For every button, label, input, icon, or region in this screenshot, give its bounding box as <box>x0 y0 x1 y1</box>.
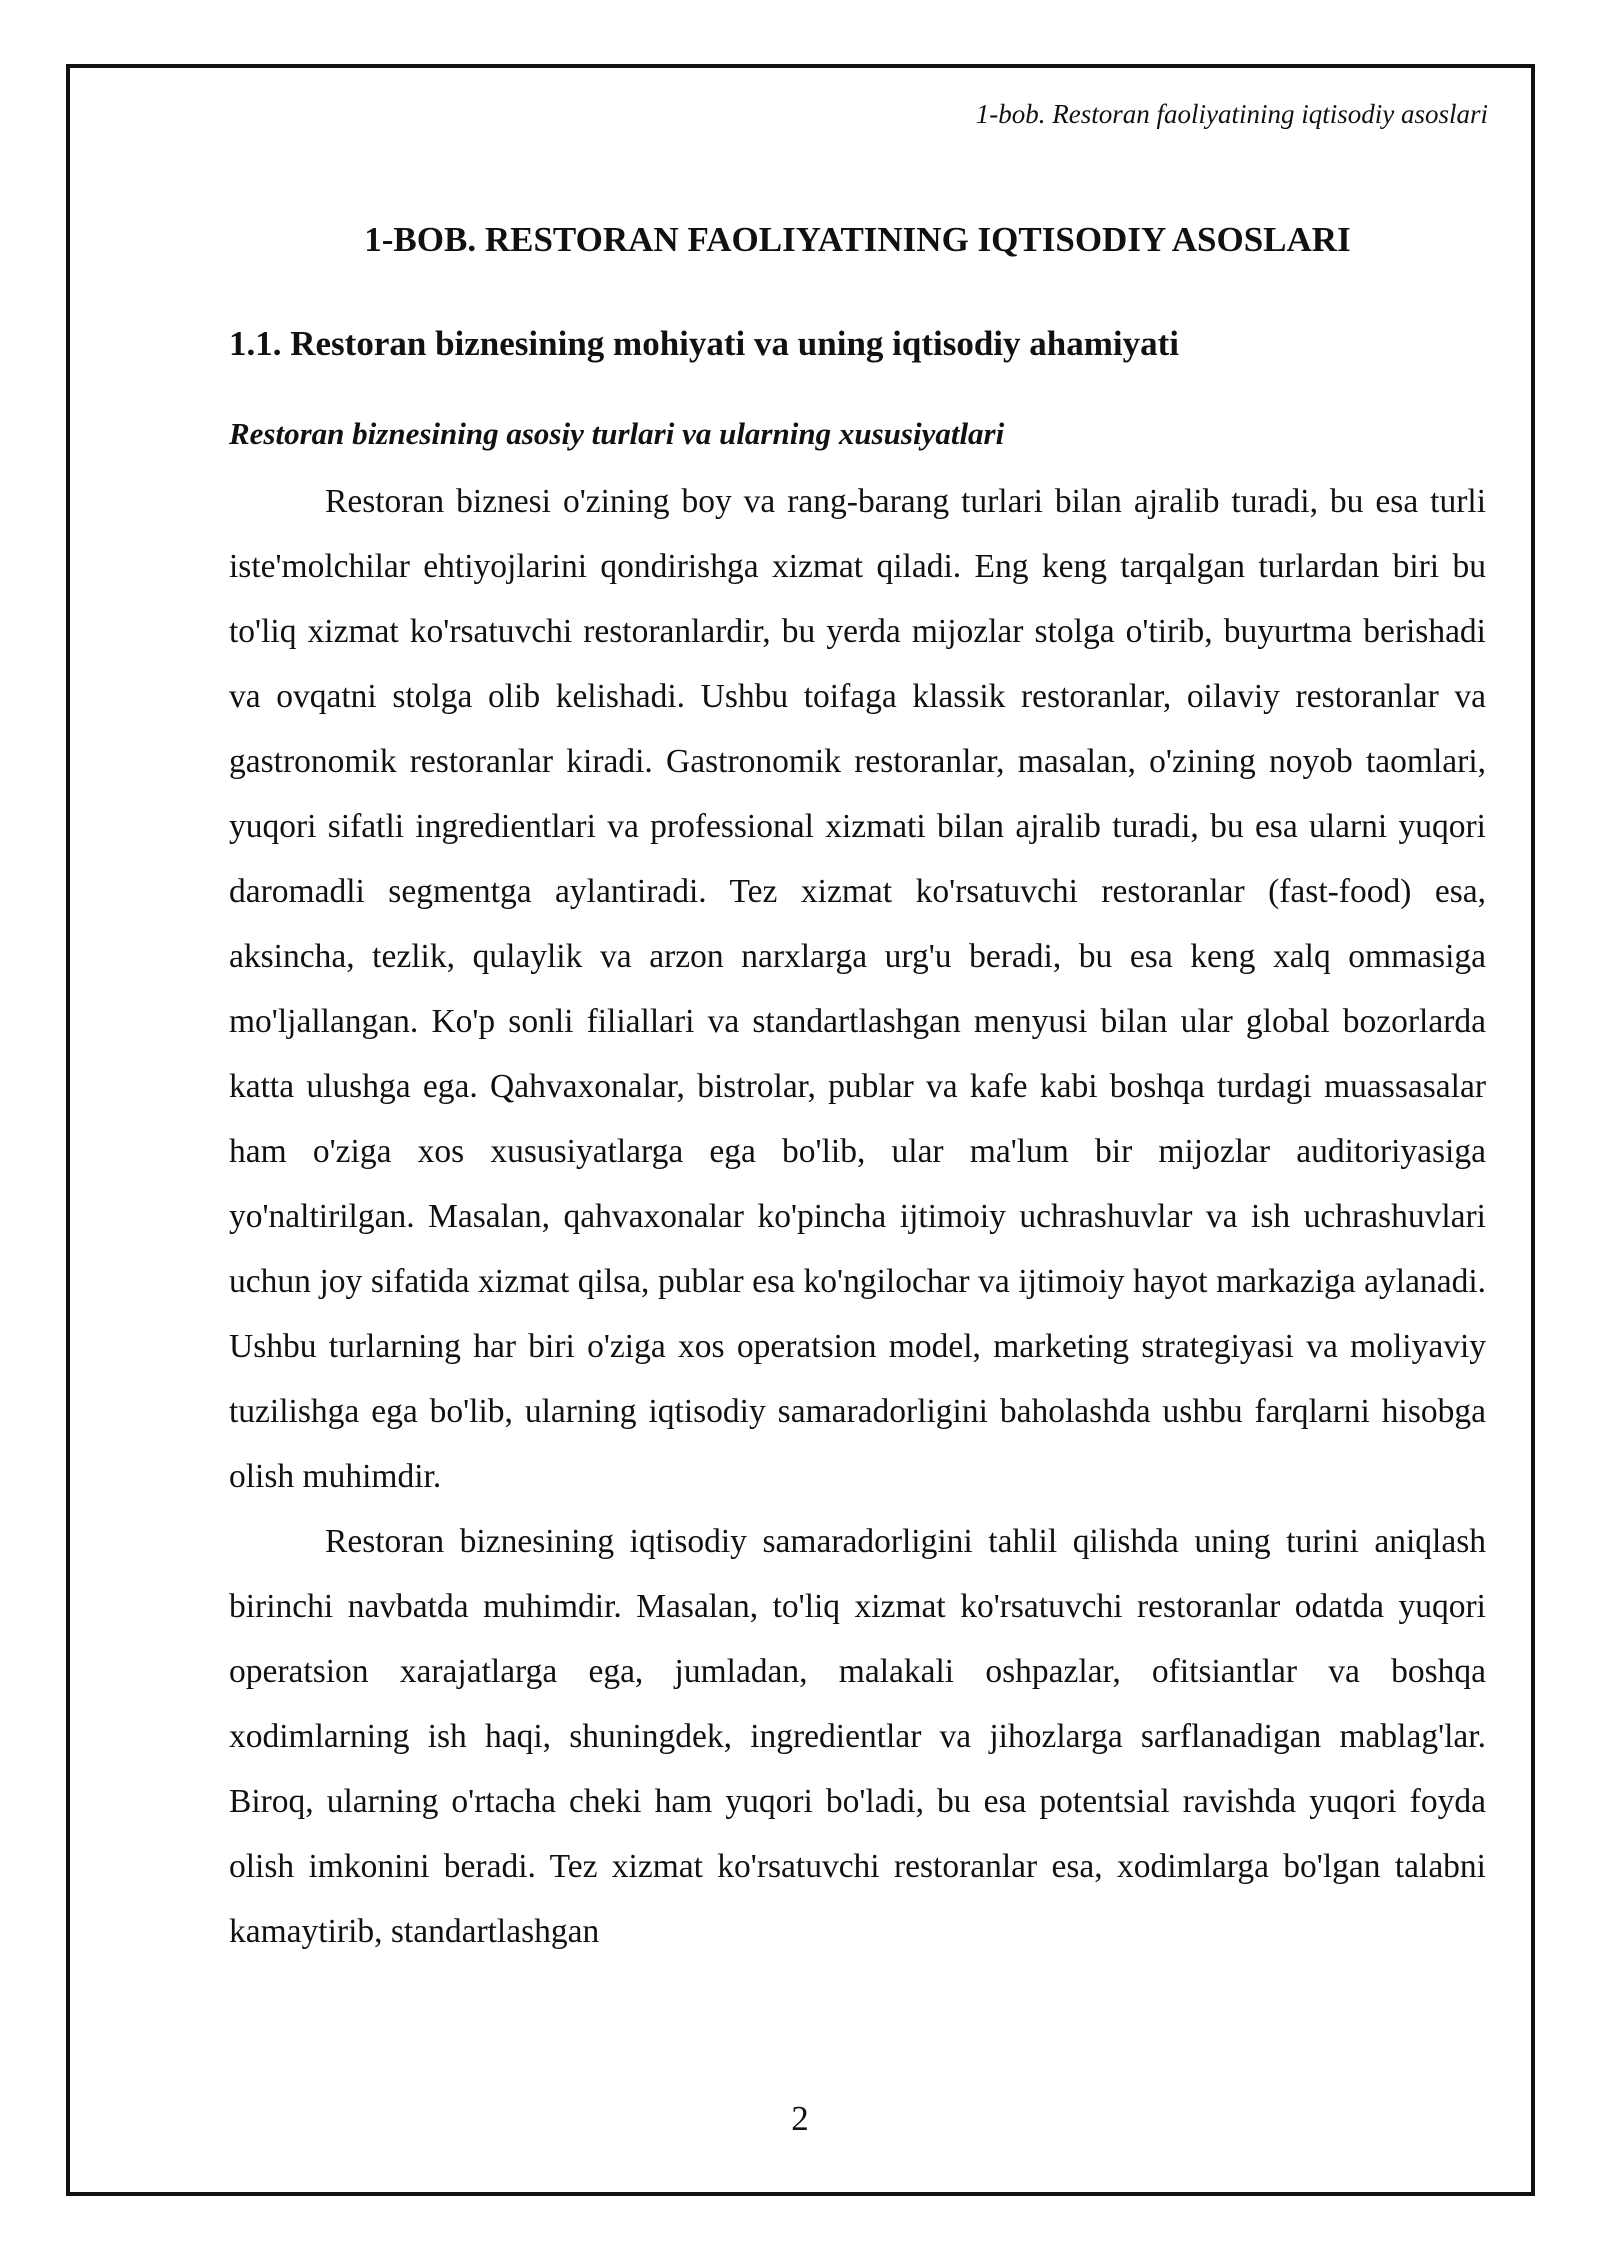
section-title: 1.1. Restoran biznesining mohiyati va uning iqtisodiy ahamiyati <box>229 324 1180 363</box>
body-paragraph: Restoran biznesi o'zining boy va rang-barang turlari bilan ajralib turadi, bu esa turli iste'molchilar ehtiyojlarini qondirishga xizmat qiladi. Eng keng tarqalgan turlardan biri bu to'liq xizmat ko'rsatuvchi restoranlardir, bu yerda mijozlar stolga o'tirib, buyurtma berishadi va ovqatni stolga olib kelishadi. Ushbu toifaga klassik restoranlar, oilaviy restoranlar va gastronomik restoranlar kiradi. Gastronomik restoranlar, masalan, o'zining noyob taomlari, yuqori sifatli ingredientlari va professional xizmati bilan ajralib turadi, bu esa ularni yuqori daromadli segmentga aylantiradi. Tez xizmat ko'rsatuvchi restoranlar (fast-food) esa, aksincha, tezlik, qulaylik va arzon narxlarga urg'u beradi, bu esa keng xalq ommasiga mo'ljallangan. Ko'p sonli filiallari va standartlashgan menyusi bilan ular global bozorlarda katta ulushga ega. Qahvaxonalar, bistrolar, publar va kafe kabi boshqa turdagi muassasalar ham o'ziga xos xususiyatlarga ega bo'lib, ular ma'lum bir mijozlar auditoriyasiga yo'naltirilgan. Masalan, qahvaxonalar ko'pincha ijtimoiy uchrashuvlar va ish uchrashuvlari uchun joy sifatida xizmat qilsa, publar esa ko'ngilochar va ijtimoiy hayot markaziga aylanadi. Ushbu turlarning har biri o'ziga xos operatsion model, marketing strategiyasi va moliyaviy tuzilishga ega bo'lib, ularning iqtisodiy samaradorligini baholashda ushbu farqlarni hisobga olish muhimdir. <box>229 483 1486 1495</box>
running-header: 1-bob. Restoran faoliyatining iqtisodiy asoslari <box>975 99 1488 129</box>
document-body <box>229 210 1486 1964</box>
page-number: 2 <box>791 2099 809 2138</box>
chapter-title: 1-BOB. RESTORAN FAOLIYATINING IQTISODIY ASOSLARI <box>364 220 1351 259</box>
body-paragraph: Restoran biznesining iqtisodiy samaradorligini tahlil qilishda uning turini aniqlash birinchi navbatda muhimdir. Masalan, to'liq xizmat ko'rsatuvchi restoranlar odatda yuqori operatsion xarajatlarga ega, jumladan, malakali oshpazlar, ofitsiantlar va boshqa xodimlarning ish haqi, shuningdek, ingredientlar va jihozlarga sarflanadigan mablag'lar. Biroq, ularning o'rtacha cheki ham yuqori bo'ladi, bu esa potentsial ravishda yuqori foyda olish imkonini beradi. Tez xizmat ko'rsatuvchi restoranlar esa, xodimlarga bo'lgan talabni kamaytirib, standartlashgan <box>229 1523 1486 1950</box>
subsection-title: Restoran biznesining asosiy turlari va ularning xususiyatlari <box>229 416 1005 451</box>
